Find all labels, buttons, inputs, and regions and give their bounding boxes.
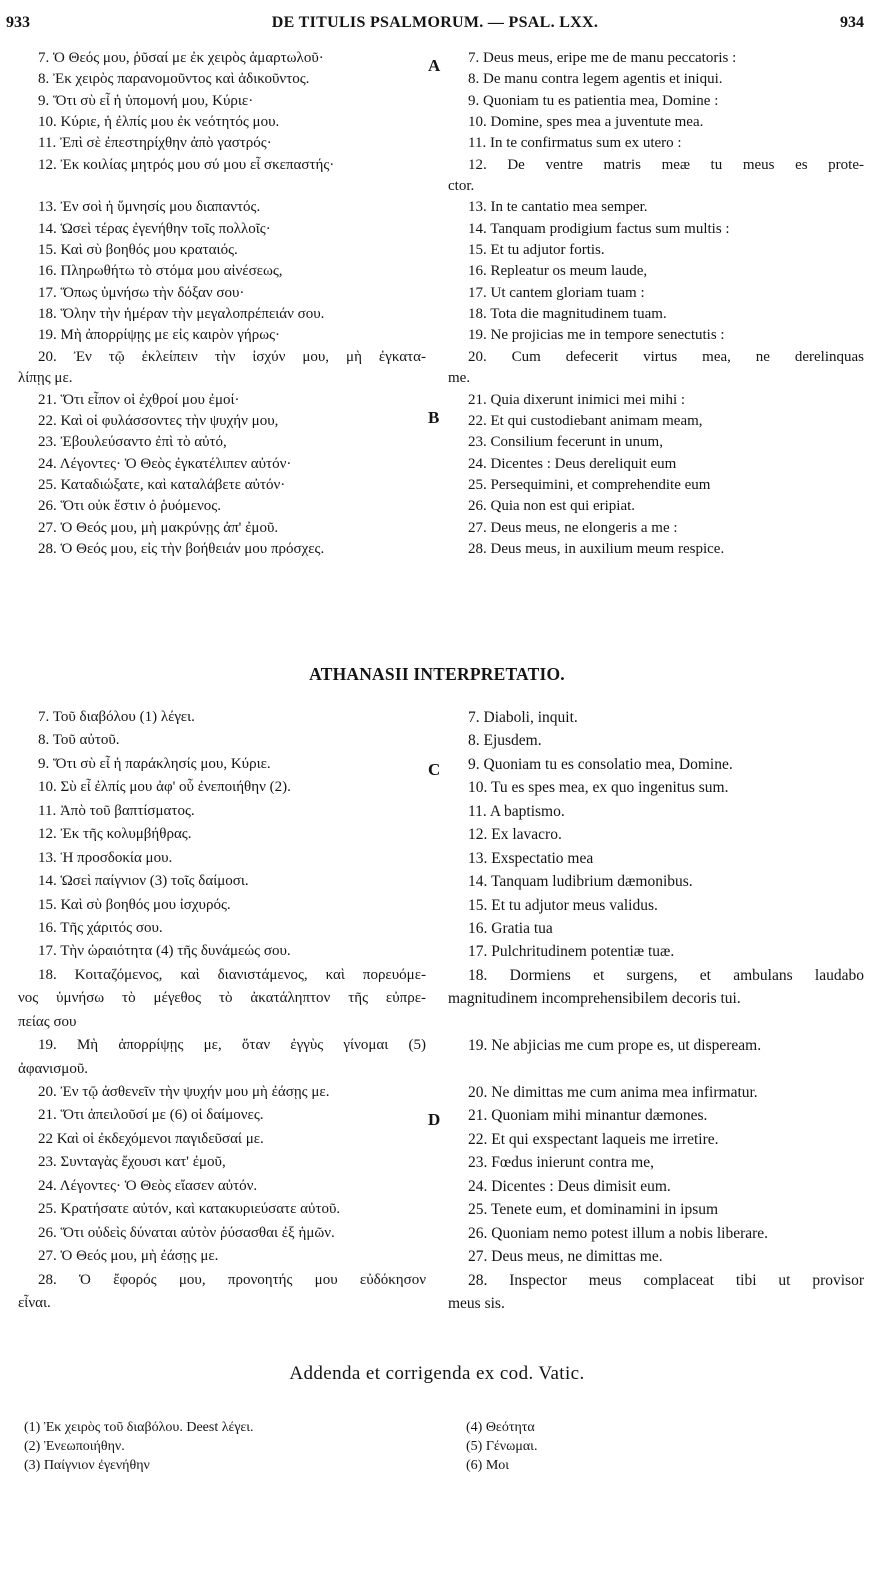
text-line: 25. Persequimini, et comprehendite eum — [468, 476, 711, 493]
text-line: (5) Γένωμαι. — [466, 1439, 538, 1454]
text-line: 15. Et tu adjutor meus validus. — [468, 896, 658, 914]
running-head — [6, 14, 864, 38]
text-line: 20. Ἐν τῷ ἐκλείπειν τὴν ἰσχύν μου, μὴ ἐγκατα- — [38, 348, 426, 365]
text-line: 15. Καὶ σὺ βοηθός μου ἰσχυρός. — [38, 896, 231, 913]
text-line: 26. Quoniam nemo potest illum a nobis liberare. — [468, 1224, 769, 1242]
text-line: 14. Tanquam prodigium factus sum multis : — [468, 220, 730, 237]
text-line: 8. De manu contra legem agentis et iniqui. — [468, 71, 723, 88]
text-line: 12. Ἐκ κοιλίας μητρός μου σύ μου εἶ σκεπαστής· — [38, 156, 335, 173]
text-line: 14. Ὡσεὶ παίγνιον (3) τοῖς δαίμοσι. — [38, 873, 249, 890]
text-line — [448, 1011, 864, 1034]
margin-letter-b: B — [428, 408, 440, 427]
text-line: 10. Domine, spes mea a juventute mea. — [468, 114, 704, 131]
text-line: 10. Σὺ εἶ ἐλπίς μου ἀφ' οὗ ἐνεποιήθην (2). — [38, 779, 291, 796]
text-line — [448, 1058, 864, 1081]
text-line: 20. Ne dimittas me cum anima mea infirmatur. — [468, 1084, 758, 1101]
text-line: πείας σου — [18, 1013, 77, 1030]
text-line: 21. Ὅτι εἶπον οἱ ἐχθροί μου ἐμοί· — [38, 391, 240, 408]
text-line: 19. Μὴ ἀπορρίψῃς με εἰς καιρὸν γήρως· — [38, 327, 281, 344]
text-line: 26. Ὅτι οὐδεὶς δύναται αὐτὸν ῥύσασθαι ἐξ ἡμῶν. — [38, 1224, 335, 1241]
text-line: 12. De ventre matris meæ tu meus es prote- — [468, 156, 864, 173]
text-line: 23. Consilium fecerunt in unum, — [468, 434, 663, 451]
text-line: 20. Ἐν τῷ ἀσθενεῖν τὴν ψυχήν μου μὴ ἐάσῃς με. — [38, 1084, 330, 1100]
text-line: 18. Dormiens et surgens, et ambulans laudabo — [468, 966, 864, 984]
text-line: 17. Ὅπως ὑμνήσω τὴν δόξαν σου· — [38, 284, 245, 301]
text-line: 25. Tenete eum, et dominamini in ipsum — [468, 1201, 719, 1219]
text-line: 19. Μὴ ἀπορρίψῃς με, ὅταν ἐγγὺς γίνομαι (5) — [38, 1037, 426, 1054]
text-line: 15. Καὶ σὺ βοηθός μου κραταιός. — [38, 242, 238, 259]
text-line: (1) Ἐκ χειρὸς τοῦ διαβόλου. Deest λέγει. — [24, 1420, 254, 1435]
margin-letter-a: A — [428, 56, 441, 75]
text-line: λίπῃς με. — [18, 370, 73, 387]
text-line: meus sis. — [448, 1294, 505, 1312]
text-line: 26. Ὅτι οὐκ ἔστιν ὁ ῥυόμενος. — [38, 498, 221, 515]
text-line: 20. Cum defecerit virtus mea, ne derelinquas — [468, 348, 864, 365]
text-line: 11. In te confirmatus sum ex utero : — [468, 135, 682, 152]
text-line: magnitudinem incomprehensibilem decoris tui. — [448, 990, 741, 1008]
text-line: 7. Diaboli, inquit. — [468, 709, 578, 726]
margin-letter-d: D — [428, 1110, 441, 1129]
text-line: ctor. — [448, 178, 475, 195]
text-line: 26. Quia non est qui eripiat. — [468, 498, 636, 515]
addenda-title: Addenda et corrigenda ex cod. Vatic. — [289, 1363, 585, 1384]
text-line: 13. Ἐν σοὶ ἡ ὕμνησίς μου διαπαντός. — [38, 199, 261, 216]
text-line: (6) Μοι — [466, 1458, 510, 1473]
text-line: 27. Deus meus, ne elongeris a me : — [468, 519, 678, 536]
text-line: 14. Ὡσεὶ τέρας ἐγενήθην τοῖς πολλοῖς· — [38, 220, 271, 237]
text-line: νος ὑμνήσω τὸ μέγεθος τὸ ἀκατάληπτον τῆς εὐπρε- — [18, 990, 426, 1007]
text-line: 16. Gratia tua — [468, 919, 553, 937]
text-line: 9. Ὅτι σὺ εἶ ἡ ὑπομονή μου, Κύριε· — [38, 92, 254, 109]
text-line: 22. Et qui custodiebant animam meam, — [468, 412, 703, 429]
text-line: 27. Ὁ Θεός μου, μὴ μακρύνῃς ἀπ' ἐμοῦ. — [38, 519, 279, 536]
text-line: (2) Ἐνεωποιήθην. — [24, 1439, 125, 1454]
text-line: 24. Dicentes : Deus dimisit eum. — [468, 1177, 671, 1195]
latin-column — [448, 48, 864, 560]
text-line: 8. Ejusdem. — [468, 732, 542, 750]
text-line: 9. Ὅτι σὺ εἶ ἡ παράκλησίς μου, Κύριε. — [38, 755, 271, 772]
page-number-left: 933 — [6, 14, 30, 31]
text-line: 21. Ὅτι ἀπειλοῦσί με (6) οἱ δαίμονες. — [38, 1107, 264, 1124]
footnotes-right — [466, 1418, 766, 1475]
text-line: 25. Κρατήσατε αὐτόν, καὶ κατακυριεύσατε αὐτοῦ. — [38, 1201, 341, 1218]
text-line: 28. Ὁ Θεός μου, εἰς τὴν βοήθειάν μου πρόσχες. — [38, 540, 325, 557]
text-line: 24. Λέγοντες· Ὁ Θεὸς ἐγκατέλιπεν αὐτόν· — [38, 455, 292, 472]
greek-interpretation-column — [18, 706, 426, 1315]
text-line: 17. Ut cantem gloriam tuam : — [468, 284, 645, 301]
text-line: 21. Quia dixerunt inimici mei mihi : — [468, 391, 686, 408]
text-line: 16. Τῆς χάριτός σου. — [38, 919, 163, 936]
text-line: 11. Ἐπὶ σὲ ἐπεστηρίχθην ἀπὸ γαστρός· — [38, 135, 272, 152]
text-line: 7. Τοῦ διαβόλου (1) λέγει. — [38, 709, 195, 725]
text-line: 12. Ex lavacro. — [468, 826, 562, 844]
text-line: 24. Λέγοντες· Ὁ Θεὸς εἴασεν αὐτόν. — [38, 1177, 258, 1194]
text-line: 18. Tota die magnitudinem tuam. — [468, 306, 667, 323]
text-line: 10. Κύριε, ἡ ἐλπίς μου ἐκ νεότητός μου. — [38, 114, 280, 131]
text-line: 11. A baptismo. — [468, 802, 565, 820]
text-line: 7. Ὁ Θεός μου, ῥῦσαί με ἐκ χειρὸς ἁμαρτωλοῦ· — [38, 50, 324, 66]
text-line: 19. Ne projicias me in tempore senectutis : — [468, 327, 725, 344]
text-line: 16. Repleatur os meum laude, — [468, 263, 648, 280]
text-line: 8. Τοῦ αὐτοῦ. — [38, 732, 120, 749]
text-line: 14. Tanquam ludibrium dæmonibus. — [468, 873, 693, 891]
text-line: 25. Καταδιώξατε, καὶ καταλάβετε αὐτόν· — [38, 476, 286, 493]
text-line: 15. Et tu adjutor fortis. — [468, 242, 605, 259]
running-title: DE TITULIS PSALMORUM. — PSAL. LXX. — [271, 14, 599, 31]
text-line: 17. Τὴν ὡραιότητα (4) τῆς δυνάμεώς σου. — [38, 943, 291, 960]
text-line: 23. Fœdus inierunt contra me, — [468, 1154, 654, 1172]
text-line: 13. Ἡ προσδοκία μου. — [38, 849, 173, 866]
text-line: 13. Exspectatio mea — [468, 849, 594, 867]
text-line: 13. In te cantatio mea semper. — [468, 199, 648, 216]
text-line: 16. Πληρωθήτω τὸ στόμα μου αἰνέσεως, — [38, 263, 283, 280]
latin-interpretation-column — [448, 706, 864, 1315]
text-line: 24. Dicentes : Deus dereliquit eum — [468, 455, 677, 472]
text-line — [18, 176, 426, 197]
text-line: 22. Et qui exspectant laqueis me irretire. — [468, 1130, 719, 1148]
text-line: 17. Pulchritudinem potentiæ tuæ. — [468, 943, 675, 961]
text-line: 23. Συνταγὰς ἔχουσι κατ' ἐμοῦ, — [38, 1154, 226, 1171]
text-line: me. — [448, 370, 471, 387]
text-line: 28. Ὁ ἔφορός μου, προνοητής μου εὐδόκησον — [38, 1271, 426, 1288]
text-line: 19. Ne abjicias me cum prope es, ut dispeream. — [468, 1037, 762, 1055]
text-line: 10. Tu es spes mea, ex quo ingenitus sum. — [468, 779, 729, 797]
margin-letter-c: C — [428, 760, 441, 779]
page-number-right: 934 — [840, 14, 864, 31]
text-line: 27. Deus meus, ne dimittas me. — [468, 1248, 663, 1266]
text-line: 28. Inspector meus complaceat tibi ut provisor — [468, 1271, 864, 1289]
text-line: (4) Θεότητα — [466, 1420, 535, 1435]
text-line: 23. Ἐβουλεύσαντο ἐπὶ τὸ αὐτό, — [38, 434, 227, 451]
text-line: 12. Ἐκ τῆς κολυμβήθρας. — [38, 826, 192, 843]
text-line: 27. Ὁ Θεός μου, μὴ ἐάσῃς με. — [38, 1248, 219, 1265]
footnotes-left — [24, 1418, 424, 1475]
text-line: 22 Καὶ οἱ ἐκδεχόμενοι παγιδεῦσαί με. — [38, 1130, 264, 1147]
text-line: 28. Deus meus, in auxilium meum respice. — [468, 540, 725, 557]
greek-column — [18, 48, 426, 560]
text-line: ἀφανισμοῦ. — [18, 1060, 88, 1077]
section-title: ATHANASII INTERPRETATIO. — [309, 664, 565, 684]
text-line: 8. Ἐκ χειρὸς παρανομοῦντος καὶ ἀδικοῦντος. — [38, 71, 310, 88]
text-line: (3) Παίγνιον ἐγενήθην — [24, 1458, 150, 1473]
text-line: 21. Quoniam mihi minantur dæmones. — [468, 1107, 708, 1125]
text-line: 18. Ὅλην τὴν ἡμέραν τὴν μεγαλοπρέπειάν σου. — [38, 306, 325, 323]
text-line: 7. Deus meus, eripe me de manu peccatoris : — [468, 50, 737, 66]
text-line: εἶναι. — [18, 1294, 51, 1311]
text-line: 11. Ἀπὸ τοῦ βαπτίσματος. — [38, 802, 195, 819]
text-line: 9. Quoniam tu es consolatio mea, Domine. — [468, 755, 733, 773]
text-line: 22. Καὶ οἱ φυλάσσοντες τὴν ψυχήν μου, — [38, 412, 279, 429]
text-line: 18. Κοιταζόμενος, καὶ διανιστάμενος, καὶ πορευόμε- — [38, 966, 426, 983]
text-line: 9. Quoniam tu es patientia mea, Domine : — [468, 92, 719, 109]
